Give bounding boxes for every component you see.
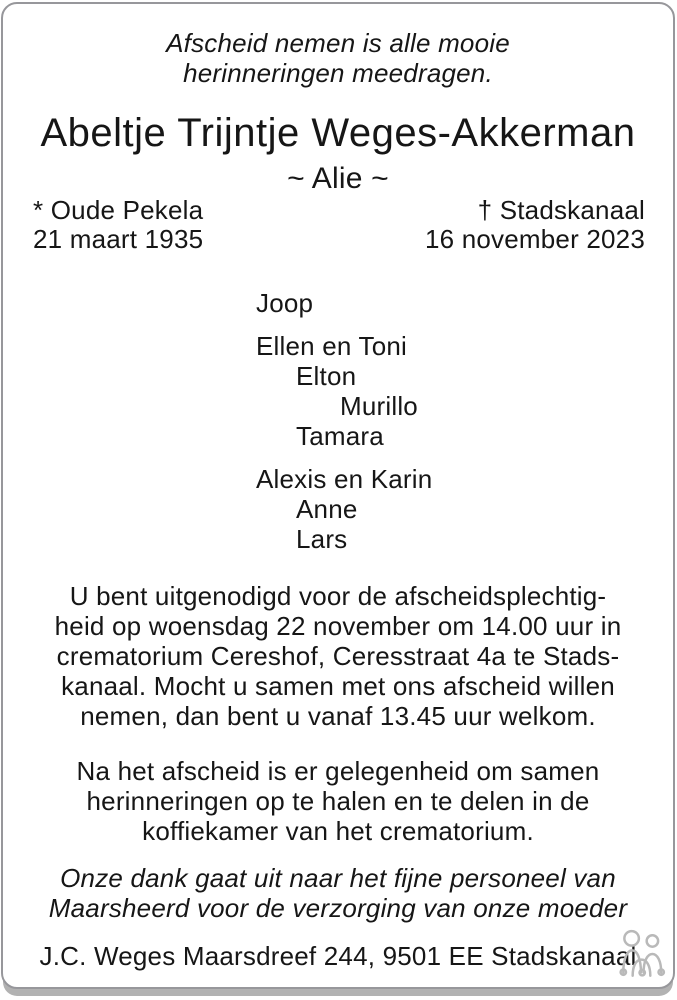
birth-info [33,196,203,254]
invitation-paragraph [3,581,673,731]
death-date: 16 november 2023 [424,224,645,254]
family-member: Murillo [340,391,418,421]
family-member: Anne [296,494,358,524]
birth-place: * Oude Pekela [33,195,204,225]
family-member: Joop [256,288,314,318]
death-info [425,196,645,254]
gathering-line: herinneringen op te halen en te delen in de [86,786,590,816]
gathering-paragraph [3,756,673,846]
people-group-icon [615,929,669,981]
opening-quote [3,28,673,88]
quote-line: herinneringen meedragen. [183,58,493,88]
gathering-line: koffiekamer van het crematorium. [142,816,534,846]
birth-date: 21 maart 1935 [33,224,204,254]
birth-death-row [3,196,673,254]
invitation-line: nemen, dan bent u vanaf 13.45 uur welkom. [80,701,596,731]
invitation-line: U bent uitgenodigd voor de afscheidsplechtig- [69,581,607,611]
family-member: Tamara [296,421,384,451]
thanks-line: Onze dank gaat uit naar het fijne personeel van [60,863,616,893]
invitation-line: kanaal. Mocht u samen met ons afscheid willen [61,671,615,701]
family-member: Elton [296,361,357,391]
deceased-nickname: ~ Alie ~ [287,162,389,195]
invitation-line: heid op woensdag 22 november om 14.00 uur in [54,611,622,641]
thanks-line: Maarsheerd voor de verzorging van onze moeder [48,893,628,923]
deceased-name: Abeltje Trijntje Weges-Akkerman [40,111,636,155]
family-names-list [256,288,673,554]
invitation-line: crematorium Cereshof, Ceresstraat 4a te Stads- [56,641,620,671]
family-member: Ellen en Toni [256,331,408,361]
family-member: Alexis en Karin [256,464,433,494]
death-place: † Stadskanaal [477,195,645,225]
obituary-card [1,2,675,989]
thanks-paragraph [3,863,673,923]
family-member: Lars [296,524,348,554]
correspondence-address: J.C. Weges Maarsdreef 244, 9501 EE Stadskanaal [39,941,637,971]
quote-line: Afscheid nemen is alle mooie [166,28,510,58]
gathering-line: Na het afscheid is er gelegenheid om samen [76,756,600,786]
